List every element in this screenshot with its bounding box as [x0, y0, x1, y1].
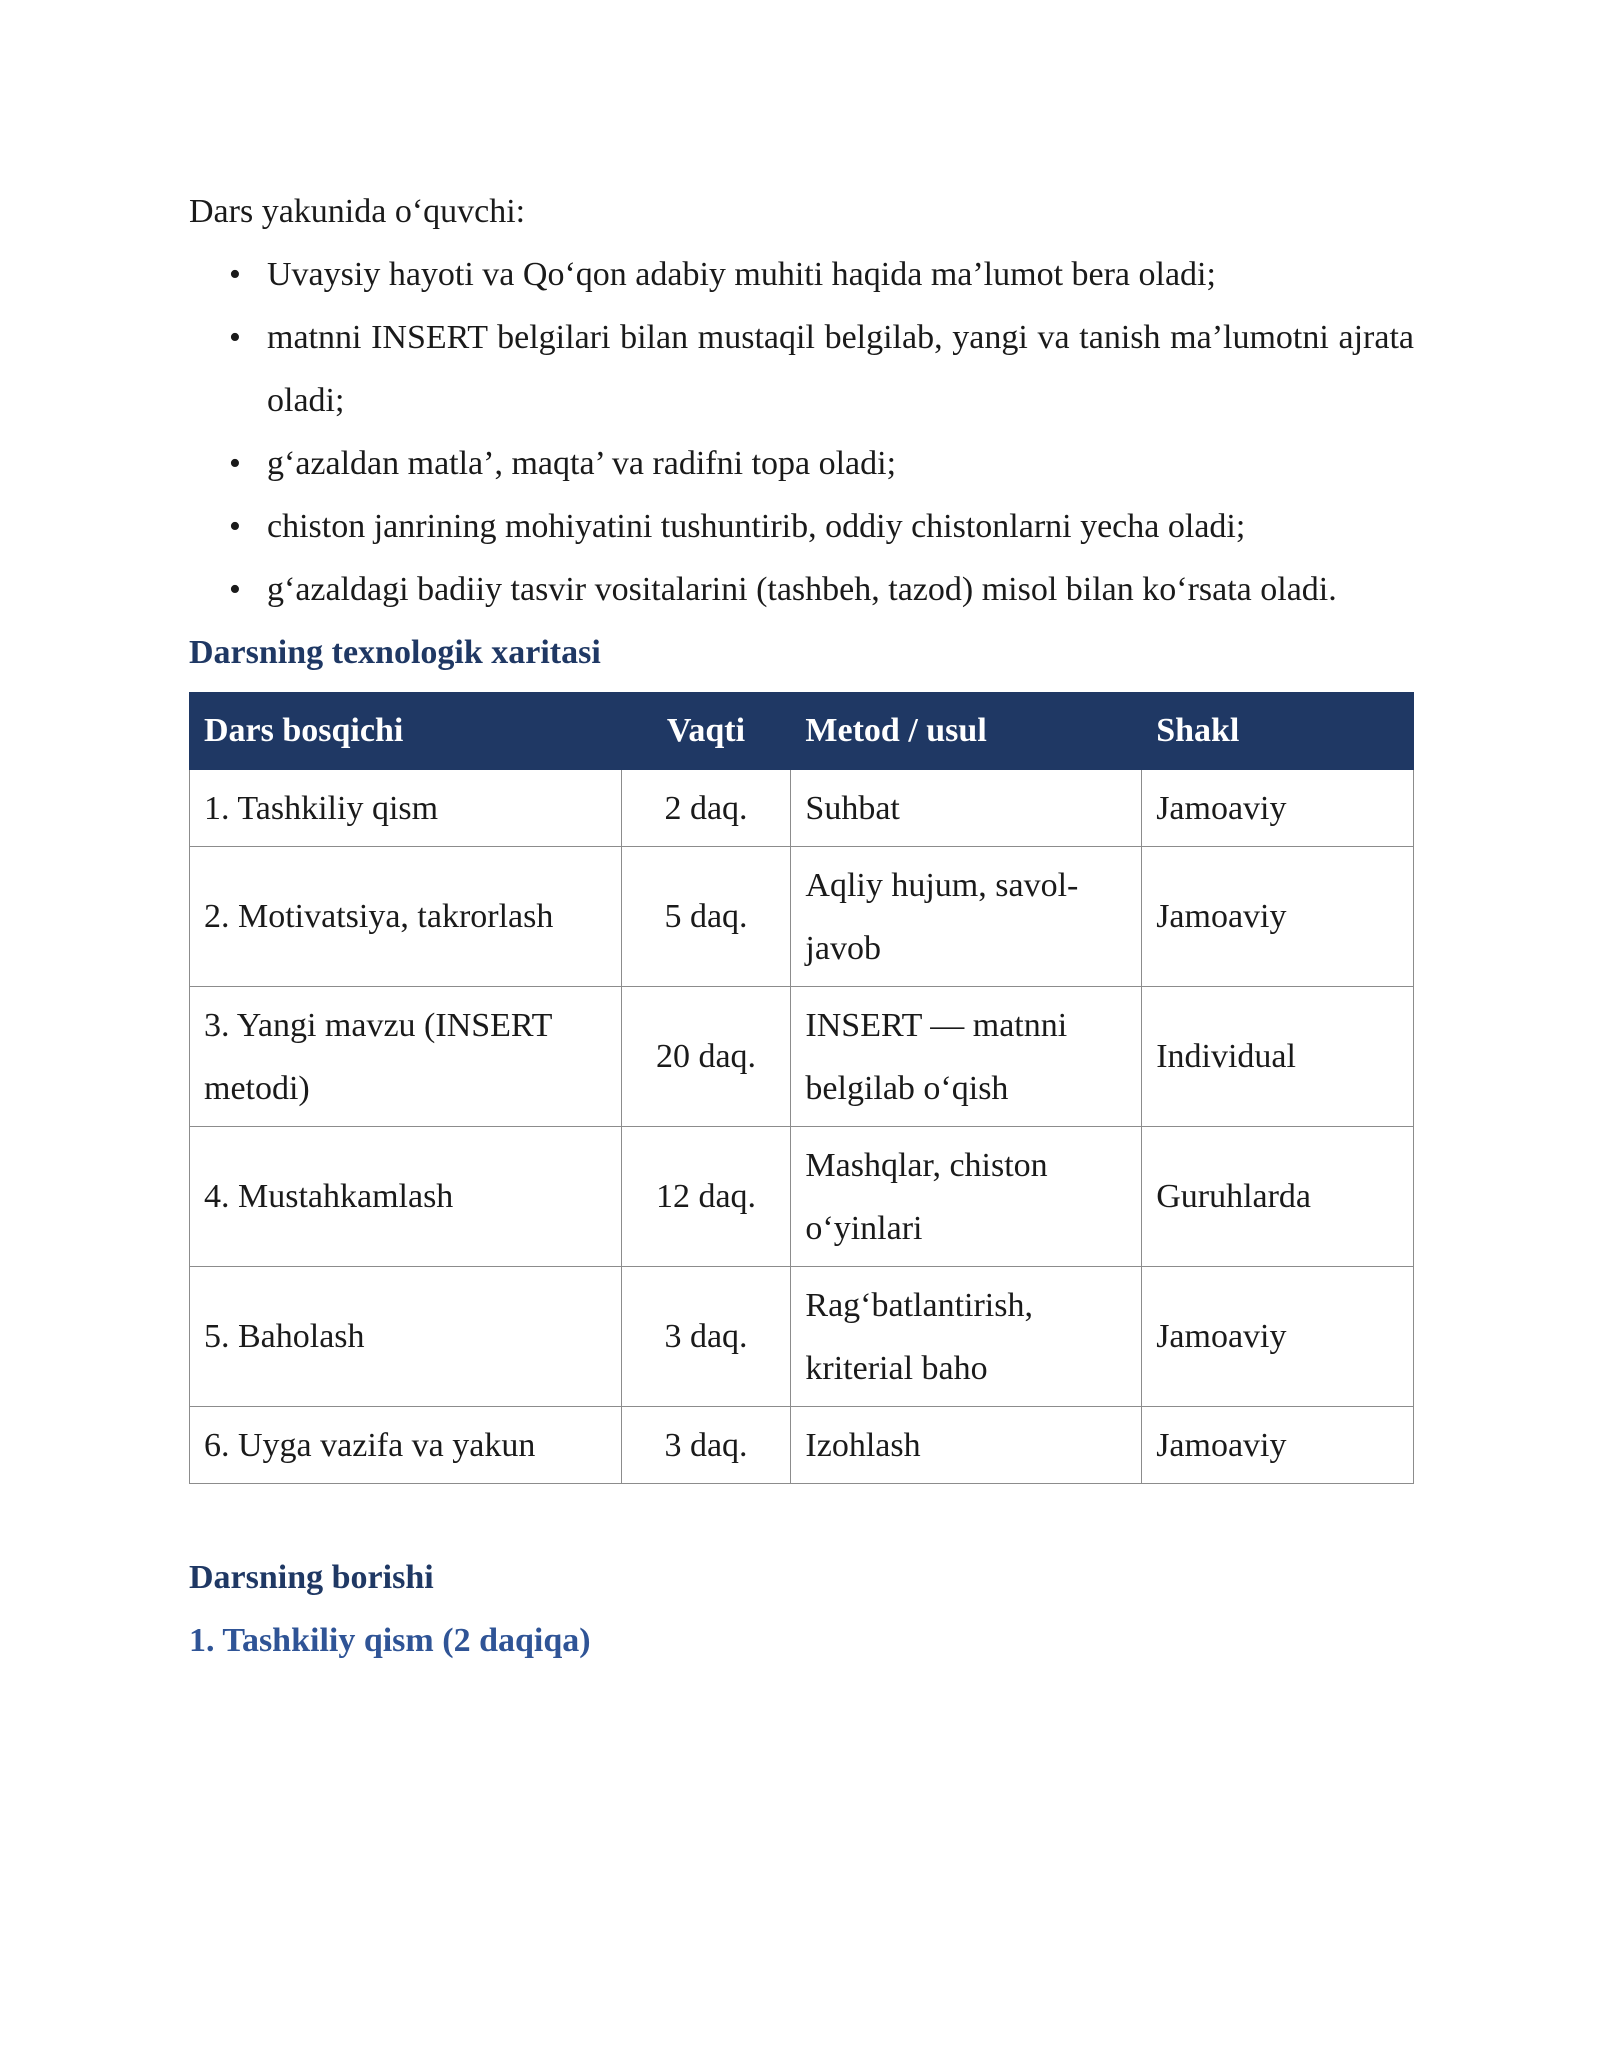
cell-method: INSERT — matnni belgilab o‘qish — [791, 987, 1142, 1127]
cell-stage: 1. Tashkiliy qism — [190, 770, 622, 847]
cell-stage: 3. Yangi mavzu (INSERT metodi) — [190, 987, 622, 1127]
objective-text: g‘azaldagi badiiy tasvir vositalarini (tashbeh, tazod) misol bilan ko‘rsata oladi. — [267, 571, 1337, 608]
list-item — [229, 306, 1414, 432]
header-method: Metod / usul — [791, 693, 1142, 770]
bullet-icon: • — [229, 445, 241, 482]
cell-method: Rag‘batlantirish, kriterial baho — [791, 1267, 1142, 1407]
cell-time: 2 daq. — [621, 770, 791, 847]
list-item — [229, 558, 1414, 621]
bullet-icon: • — [229, 571, 241, 608]
lesson-plan-table — [189, 692, 1414, 1484]
cell-form: Guruhlarda — [1142, 1127, 1414, 1267]
cell-time: 5 daq. — [621, 847, 791, 987]
list-item — [229, 495, 1414, 558]
objectives-list — [189, 243, 1414, 621]
objective-text: chiston janrining mohiyatini tushuntirib, oddiy chistonlarni yecha oladi; — [267, 508, 1246, 545]
cell-stage: 2. Motivatsiya, takrorlash — [190, 847, 622, 987]
cell-stage: 4. Mustahkamlash — [190, 1127, 622, 1267]
cell-method: Aqliy hujum, savol-javob — [791, 847, 1142, 987]
cell-form: Individual — [1142, 987, 1414, 1127]
cell-stage: 5. Baholash — [190, 1267, 622, 1407]
cell-method: Mashqlar, chiston o‘yinlari — [791, 1127, 1142, 1267]
table-row — [190, 1267, 1414, 1407]
course-heading: Darsning borishi — [189, 1559, 434, 1596]
objective-text: matnni INSERT belgilari bilan mustaqil belgilab, yangi va tanish ma’lumotni ajrata oladi; — [267, 319, 1414, 419]
objective-text: Uvaysiy hayoti va Qo‘qon adabiy muhiti haqida ma’lumot bera oladi; — [267, 256, 1216, 293]
document-page — [189, 180, 1414, 1672]
cell-stage: 6. Uyga vazifa va yakun — [190, 1407, 622, 1484]
cell-form: Jamoaviy — [1142, 770, 1414, 847]
cell-form: Jamoaviy — [1142, 1267, 1414, 1407]
table-row — [190, 1127, 1414, 1267]
table-row — [190, 770, 1414, 847]
cell-time: 3 daq. — [621, 1267, 791, 1407]
cell-time: 3 daq. — [621, 1407, 791, 1484]
table-row — [190, 847, 1414, 987]
list-item — [229, 243, 1414, 306]
first-step-heading: 1. Tashkiliy qism (2 daqiqa) — [189, 1622, 591, 1659]
map-heading: Darsning texnologik xaritasi — [189, 634, 601, 671]
spacer — [189, 1484, 1414, 1546]
cell-time: 12 daq. — [621, 1127, 791, 1267]
header-stage: Dars bosqichi — [190, 693, 622, 770]
cell-method: Izohlash — [791, 1407, 1142, 1484]
objective-text: g‘azaldan matla’, maqta’ va radifni topa oladi; — [267, 445, 897, 482]
cell-time: 20 daq. — [621, 987, 791, 1127]
bullet-icon: • — [229, 319, 241, 356]
table-row — [190, 1407, 1414, 1484]
header-time: Vaqti — [621, 693, 791, 770]
cell-form: Jamoaviy — [1142, 1407, 1414, 1484]
intro-text: Dars yakunida o‘quvchi: — [189, 193, 526, 230]
header-form: Shakl — [1142, 693, 1414, 770]
bullet-icon: • — [229, 508, 241, 545]
table-header-row — [190, 693, 1414, 770]
cell-form: Jamoaviy — [1142, 847, 1414, 987]
cell-method: Suhbat — [791, 770, 1142, 847]
bullet-icon: • — [229, 256, 241, 293]
list-item — [229, 432, 1414, 495]
table-row — [190, 987, 1414, 1127]
